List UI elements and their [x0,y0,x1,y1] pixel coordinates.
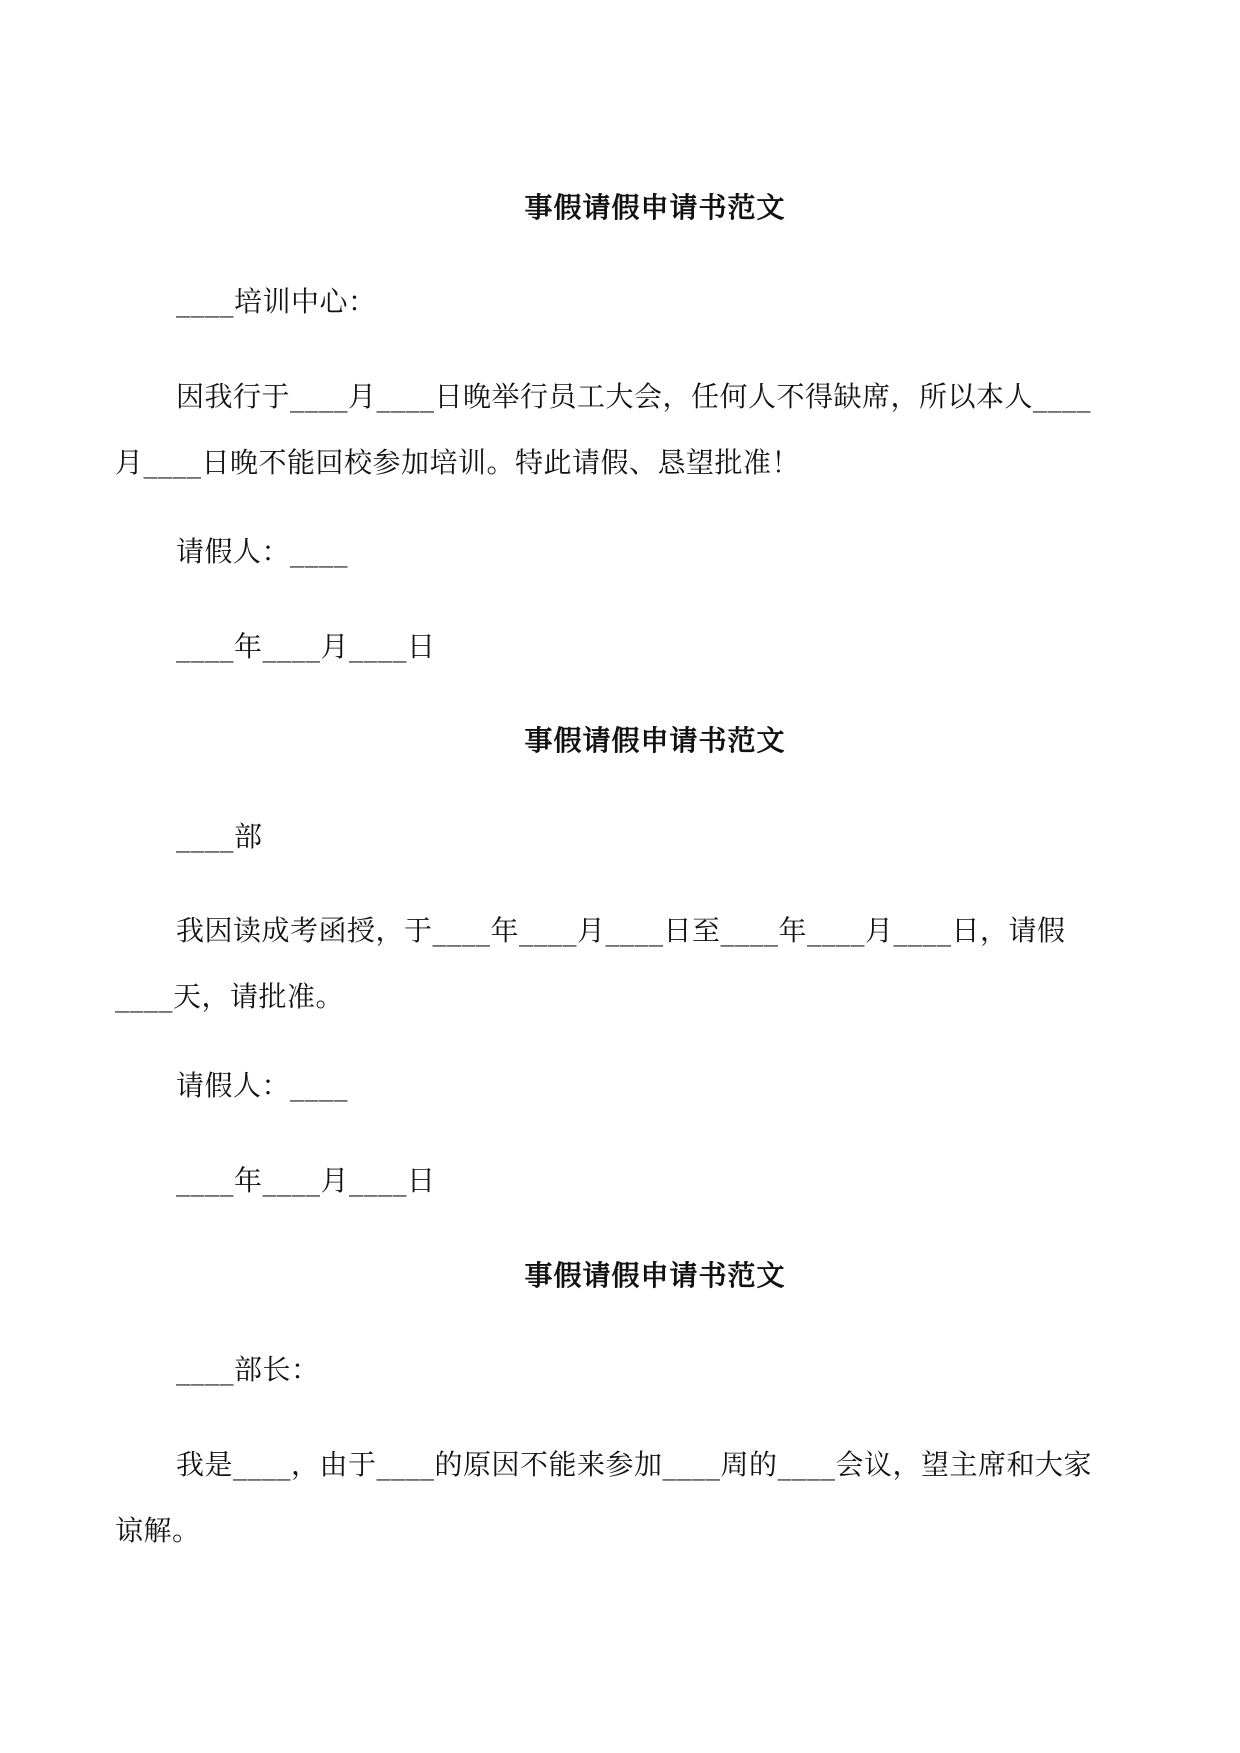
section-2-body-line-1: 我因读成考函授，于____年____月____日至____年____月____日，请假 [176,914,1066,947]
section-2-salutation: ____部 [176,820,263,853]
section-3-body-line-2: 谅解。 [115,1514,201,1547]
section-1-salutation: ____培训中心： [176,285,377,318]
section-1-body-line-1: 因我行于____月____日晚举行员工大会，任何人不得缺席，所以本人____ [176,380,1092,413]
section-2-title: 事假请假申请书范文 [524,724,786,757]
section-3-salutation: ____部长： [176,1353,320,1386]
section-1-applicant: 请假人：____ [176,535,349,568]
section-1-date: ____年____月____日 [176,630,436,663]
section-1-title: 事假请假申请书范文 [524,191,786,224]
section-1-body-line-2: 月____日晚不能回校参加培训。特此请假、恳望批准！ [115,446,801,479]
section-3-body-line-1: 我是____，由于____的原因不能来参加____周的____会议，望主席和大家 [176,1448,1093,1481]
section-2-body-line-2: ____天，请批准。 [115,980,345,1013]
section-3-title: 事假请假申请书范文 [524,1259,786,1292]
section-2-applicant: 请假人：____ [176,1069,349,1102]
section-2-date: ____年____月____日 [176,1164,436,1197]
